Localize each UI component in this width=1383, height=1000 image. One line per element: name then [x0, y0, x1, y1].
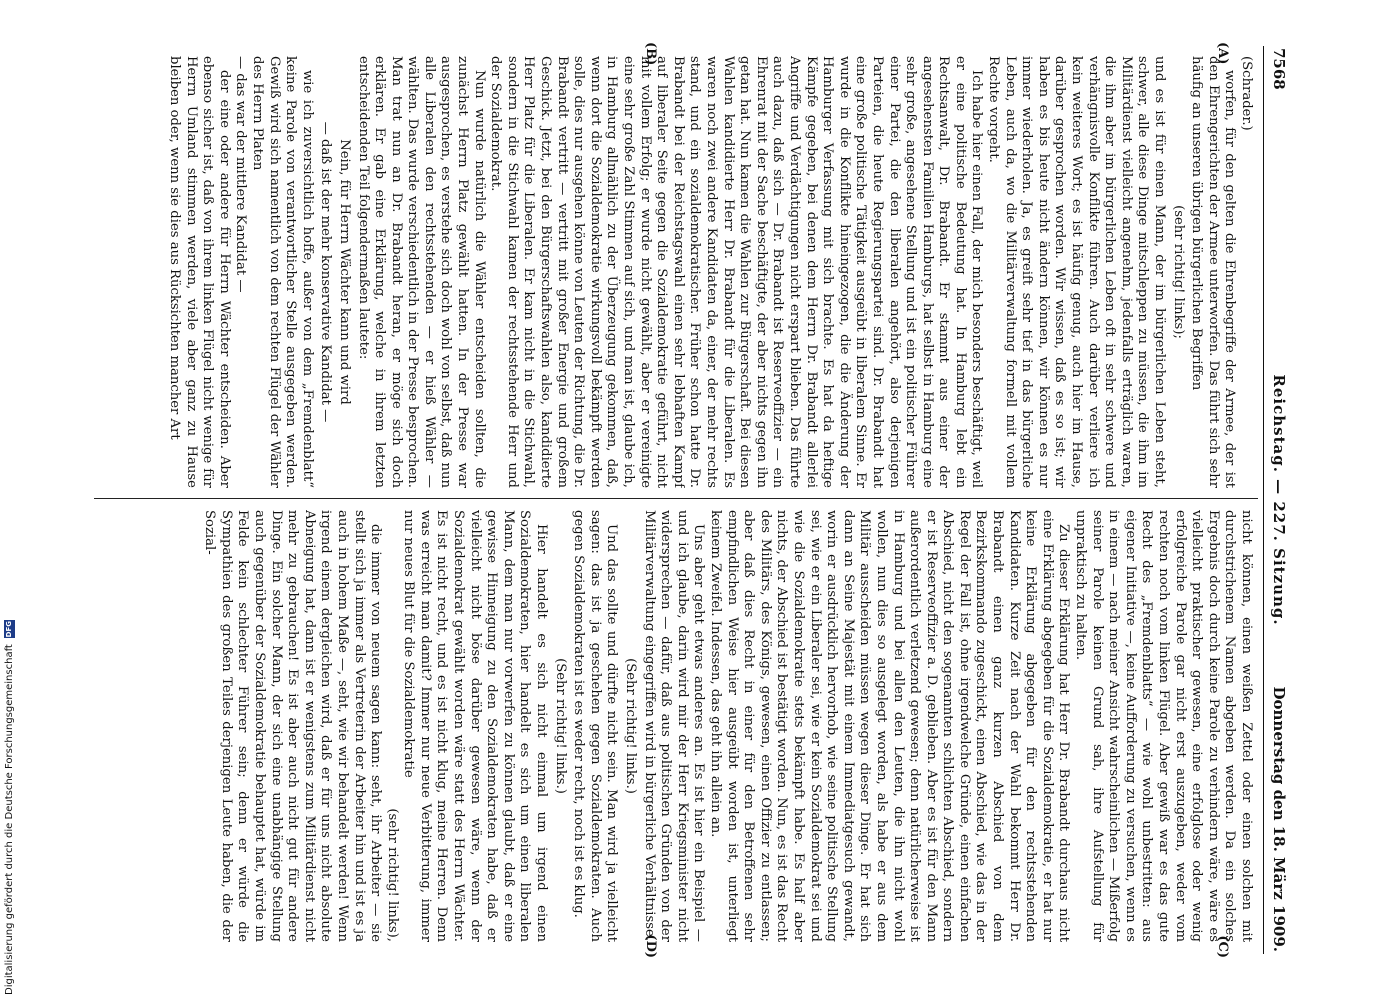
- paragraph: Ich habe hier einen Fall, der mich besonders beschäftigt, weil er eine politische Bedeutung hat. In Hamburg lebt ein Rechtsanwalt, Dr. Brabandt. Er stammt aus einer der angesehensten Familien Hamburgs, hat selbst in Hamburg eine sehr große, angesehene Stellung und ist ein politischer Führer einer Partei, die den liberalen angehört, also derjenigen Parteien, die heute Regierungspartei sind. Dr. Brabandt hat eine große politische Tätigkeit ausgeübt in liberalem Sinne. Er wurde in die Konflikte hineingezogen, die die Änderung der Hamburger Verfassung mit sich brachte. Es hat da heftige Kämpfe gegeben, bei denen dem Herrn Dr. Brabandt allerlei Angriffe und Verdächtigungen nicht erspart blieben. Das führte auch dazu, daß sich — Dr. Brabandt ist Reserveoffizier — ein Ehrenrat mit der Sache beschäftigte, der aber nichts gegen ihn getan hat. Nun kamen die Wahlen zur Bürgerschaft. Bei diesen Wahlen kandidierte Herr Dr. Brabandt für die Liberalen. Es waren noch zwei andere Kandidaten da, einer, der mehr rechts stand, und ein sozialdemokratischer. Früher schon hatte Dr. Brabandt bei der Reichstagswahl einen sehr lebhaften Kampf auf liberaler Seite gegen die Sozialdemokratie geführt, nicht mit vollem Erfolg; er wurde nicht gewählt, aber er vereinigte eine sehr große Zahl Stimmen auf sich, und man ist, glaube ich, in Hamburg allmählich zu der Überzeugung gekommen, daß, wenn dort die Sozialdemokratie wirkungsvoll bekämpft werden solle, dies nur ausgehen könne von Leuten der Richtung, die Dr. Brabandt vertritt — vertritt mit großer Energie und großem Geschick. Jetzt, bei den Bürgerschaftswahlen also, kandidierte Herr Platz für die Liberalen. Er kam nicht in die Stichwahl, sondern in die Stichwahl kamen der rechtsstehende Herr und der Sozialdemokrat.: [488, 56, 985, 488]
- paragraph: Nun wurde natürlich die Wähler entscheiden sollten, die zunächst Herrn Platz gewählt hatten. In der Presse war ausgesprochen, es verstehe sich doch wohl von selbst, daß nun alle Liberalen den rechtsstehenden — er hieß Wähler — wählten. Das wurde verschiedentlich in der Presse besprochen. Man trat nun an Dr. Brabandt heran, er möge sich doch erklären. Er gab eine Erklärung, welche in ihrem letzten entscheidenden Teil folgendermaßen lautete:: [355, 56, 487, 488]
- paragraph: Zu dieser Erklärung hat Herr Dr. Brabandt durchaus nicht eine Erklärung abgegeben für die Sozialdemokratie, er hat nur keine Erklärung abgegeben für den rechtsstehenden Kandidaten. Kurze Zeit nach der Wahl bekommt Herr Dr. Brabandt einen ganz kurzen Abschied von dem Bezirkskommando zugeschickt, einen Abschied, wie das in der Regel der Fall ist, ohne irgendwelche Gründe, einen einfachen Abschied, nicht den sogenannten schlichten Abschied, sondern er ist Reserveoffizier a. D. geblieben. Aber es ist für den Mann außerordentlich verletzend gewesen; denn natürlicherweise ist in Hamburg und bei allen den Leuten, die ihn nicht wohl wollen, nun dies so ausgelegt worden, als habe er aus dem Militär ausscheiden müssen wegen dieser Dinge. Er hat sich dann an Seine Majestät mit einem Immediatgesuch gewandt, worin er ausdrücklich hervorhob, wie seine politische Stellung sei, wie er ein Liberaler sei, wie er kein Sozialdemokrat sei und wie die Sozialdemokratie stets bekämpft habe. Es half aber nichts, der Abschied ist bestätigt worden. Nun, es ist das Recht des Militärs, des Königs, gewesen, einen Offizier zu entlassen; aber daß dies Recht in einer für den Betroffenen sehr empfindlichen Weise hier ausgeübt worden ist, unterliegt keinem Zweifel. Indessen, das geht ihn allein an.: [708, 510, 1072, 942]
- dfg-logo: DFG: [4, 620, 13, 638]
- paragraph: (Schrader.): [1239, 56, 1254, 131]
- paragraph: (sehr richtig! links),: [384, 808, 400, 942]
- page-number: 7568: [1270, 48, 1288, 90]
- paragraph: — das war der mittlere Kandidat —: [233, 56, 249, 293]
- paragraph: — daß ist der mehr konservative Kandidat —: [318, 121, 334, 423]
- paragraph: nicht können, einen weißen Zettel oder einen solchen mit durchstrichenem Namen abgeben werden. Da ein solches Ergebnis doch durch keine Parole zu verhindern wäre, wäre es vielleicht praktischer gewesen, eine erfolglose oder wenig erfolgreiche Parole gar nicht erst auszugeben, weder vom rechten noch vom linken Flügel. Aber gewiß war es das gute Recht des „Fremdenblatts“ — wie wohl unbestritten: aus eigener Initiative —, keine Aufforderung zu versuchen, wenn es in einem — nach meiner Ansicht wahrscheinlichen — Mißerfolg seiner Parole keinen Grund sah, ihre Aufstellung für unpraktisch zu halten.: [1073, 510, 1254, 942]
- margin-mark-b: (B): [643, 42, 658, 66]
- margin-mark-d: (D): [643, 934, 658, 958]
- margin-mark-c: (C): [1215, 935, 1230, 958]
- right-text-column: [94, 510, 1254, 942]
- paragraph: (sehr richtig! links);: [1170, 205, 1186, 339]
- paragraph: der eine oder andere für Herrn Wächter entscheiden. Aber ebenso sicher ist, daß von ihrem linken Flügel nicht wenige für Herrn Umland stimmen werden, viele aber ganz zu Hause bleiben oder, wenn sie dies aus Rücksichten mancher Art: [167, 56, 232, 488]
- paragraph: Hier handelt es sich nicht einmal um irgend einen Sozialdemokraten, hier handelt es sich um einen liberalen Mann, dem man nur vorwerfen zu können glaubt, daß er eine gewisse Hinneigung zu den Sozialdemokraten habe, daß er vielleicht nicht böse darüber gewesen wäre, wenn der Sozialdemokrat gewählt worden wäre statt des Herrn Wächter. Es ist nicht recht, und es ist nicht klug, meine Herren. Denn was erreicht man damit? Immer nur neue Verbitterung, immer nur neues Blut für die Sozialdemokratie: [401, 510, 550, 942]
- paragraph: Und das sollte und dürfte nicht sein. Man wird ja vielleicht sagen: das ist ja geschehen gegen Sozialdemokraten. Auch gegen Sozialdemokraten ist es weder recht, noch ist es klug.: [571, 510, 620, 942]
- paragraph: Uns aber geht etwas anderes an. Es ist hier ein Beispiel — und ich glaube, darin wird mir der Herr Kriegsminister nicht widersprechen — dafür, daß aus politischen Gründen von der Militärverwaltung eingegriffen wird in bürgerliche Verhältnisse.: [641, 510, 707, 942]
- column-divider: [94, 498, 1258, 499]
- left-text-column: [94, 56, 1254, 488]
- header-rule: [1263, 46, 1264, 954]
- side-footer: [2, 40, 16, 995]
- paragraph: die immer von neuem sagen kann: seht, ihr Arbeiter — sie stellt sich ja immer als Vertreterin der Arbeiter hin und ist es ja auch in hohem Maße —, seht, wie wir behandelt werden! Wenn irgend einem dergleichen wird, daß er für uns nicht absolute Abneigung hat, dann ist er wenigstens zum Militärdienst nicht mehr zu gebrauchen! Es ist aber auch nicht gut für andere Dinge. Ein solcher Mann, der sich eine unabhängige Stellung auch gegenüber der Sozialdemokratie behauptet hat, würde im Felde kein schlechter Führer sein; denn er würde die Sympathien des großen Teiles derjenigen Leute haben, die der Sozial-: [202, 510, 384, 942]
- paragraph: Nein, für Herrn Wächter kann und wird: [336, 139, 352, 405]
- paragraph: (Sehr richtig! links.): [623, 658, 639, 794]
- paragraph: (Sehr richtig! links.): [552, 658, 568, 794]
- session-date: Donnerstag den 18. März 1909.: [1270, 686, 1288, 952]
- paragraph: worfen, für den gelten die Ehrenbegriffe der Armee, der ist den Ehrengerichten der Armee unterworfen. Das führt sich sehr häufig an unseren übrigen bürgerlichen Begriffen: [1189, 56, 1238, 488]
- digitization-credit: Digitalisierung gefördert durch die Deutsche Forschungsgemeinschaft: [3, 644, 15, 995]
- scanned-page-viewport: [88, 40, 1298, 960]
- newspaper-page: [88, 40, 1298, 960]
- page-header: [1262, 48, 1292, 952]
- session-title: Reichstag. — 227. Sitzung.: [1270, 374, 1288, 626]
- margin-mark-a: (A): [1215, 42, 1230, 65]
- paragraph: wie ich zuversichtlich hoffe, außer von dem „Fremdenblatt“ keine Parole von verantwortlicher Stelle ausgegeben werden. Gewiß wird sich namentlich von dem rechten Flügel der Wähler des Herrn Platen: [249, 56, 315, 488]
- paragraph: und es ist für einen Mann, der im bürgerlichen Leben steht, schwer, alle diese Dinge mitschleppen zu müssen, die ihm im Militärdienst vielleicht angenehm, jedenfalls erträglich waren, die ihm aber im bürgerlichen Leben oft in sehr schwere und verhängnisvolle Konflikte führen. Auch darüber verliere ich kein weiteres Wort; es ist häufig genug, auch hier im Hause, darüber gesprochen worden. Wir wissen, daß es so ist; wir haben es bis heute nicht ändern können, wir können es nur immer wiederholen. Ja, es greift sehr tief in das bürgerliche Leben, auch da, wo die Militärverwaltung formell mit vollem Rechte vorgeht.: [986, 56, 1168, 488]
